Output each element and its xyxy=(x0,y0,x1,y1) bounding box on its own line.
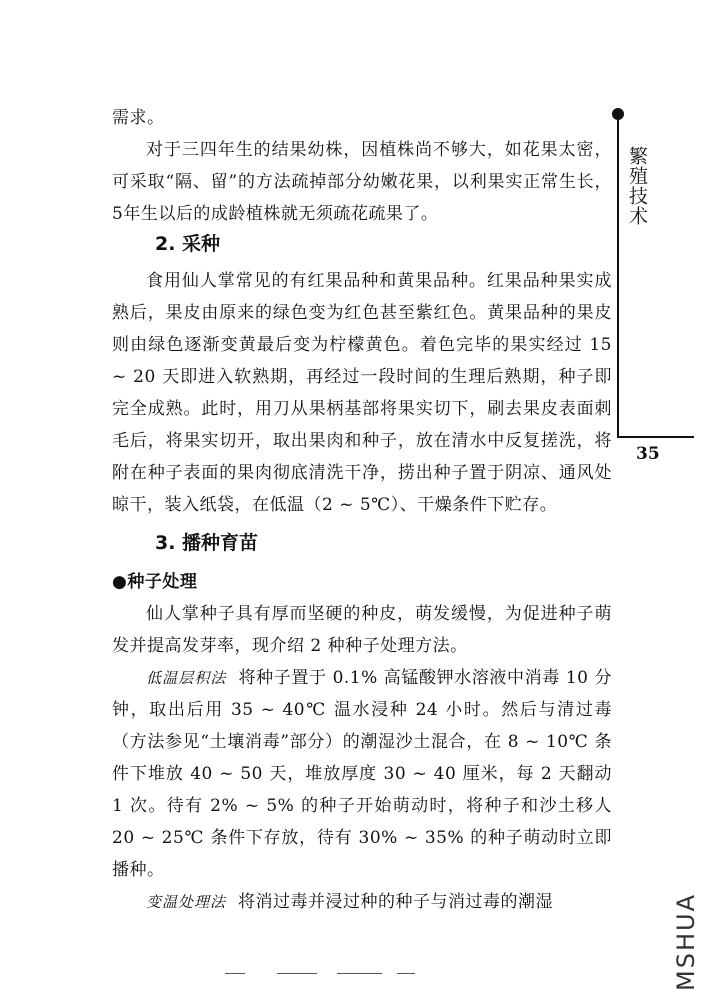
method-text-variable-temp: 将消过毒并浸过种的种子与消过毒的潮湿 xyxy=(238,892,554,912)
sub-heading-seed-treatment: ●种子处理 xyxy=(112,572,198,592)
section-heading-seed-collection: 2. 采种 xyxy=(155,233,221,255)
body-text-sowing xyxy=(112,566,612,918)
method-name-low-temp: 低温层积法 xyxy=(146,669,227,687)
method-text-low-temp: 将种子置于 0.1% 高锰酸钾水溶液中消毒 10 分钟，取出后用 35 ~ 40℃ 温水浸种 24 小时。然后与清过毒（方法参见“土壤消毒”部分）的潮湿沙土混合，在 8 ~ 10℃ 条件下堆放 40 ~ 50 天，堆放厚度 30 ~ 40 厘米，每 2 天翻动 1 次。待有 2% ~ 5% 的种子开始萌动时，将种子和沙土移人 20 ~ 25℃ 条件下存放，待有 30% ~ 35% 的种子萌动时立即播种。 xyxy=(112,668,612,880)
section-heading-sowing: 3. 播种育苗 xyxy=(155,532,259,554)
body-text-top xyxy=(112,102,612,230)
paragraph-seed-collection: 食用仙人掌常见的有红果品种和黄果品种。红果品种果实成熟后，果皮由原来的绿色变为红色甚至紫红色。黄果品种的果皮则由绿色逐渐变黄最后变为柠檬黄色。着色完毕的果实经过 15 ~ 20 天即进入软熟期，再经过一段时间的生理后熟期，种子即完全成熟。此时，用刀从果柄基部将果实切下，刷去果皮表面刺毛后，将果实切开，取出果肉和种子，放在清水中反复搓洗，将附在种子表面的果肉彻底清洗干净，捞出种子置于阴凉、通风处晾干，装入纸袋，在低温（2 ~ 5℃）、干燥条件下贮存。 xyxy=(112,271,612,515)
paragraph-seed-treatment: 仙人掌种子具有厚而坚硬的种皮，萌发缓慢，为促进种子萌发并提高发芽率，现介绍 2 种种子处理方法。 xyxy=(112,604,612,656)
method-name-variable-temp: 变温处理法 xyxy=(146,893,227,911)
paragraph-continuation: 需求。 xyxy=(112,108,165,128)
side-horizontal-rule xyxy=(617,436,694,438)
side-vertical-rule xyxy=(617,118,619,438)
paragraph-thinning: 对于三四年生的结果幼株，因植株尚不够大，如花果太密，可采取“隔、留”的方法疏掉部分幼嫩花果，以利果实正常生长，5年生以后的成龄植株就无须疏花疏果了。 xyxy=(112,140,612,224)
page-number: 35 xyxy=(636,444,660,464)
paragraph-method-low-temp xyxy=(112,662,612,886)
watermark: MSHUA xyxy=(672,893,700,991)
paragraph-method-variable-temp xyxy=(112,886,612,918)
scan-artifact-marks xyxy=(225,970,445,978)
body-text-seed-collection xyxy=(112,265,612,521)
chapter-side-title: 繁殖技术 xyxy=(626,146,648,226)
